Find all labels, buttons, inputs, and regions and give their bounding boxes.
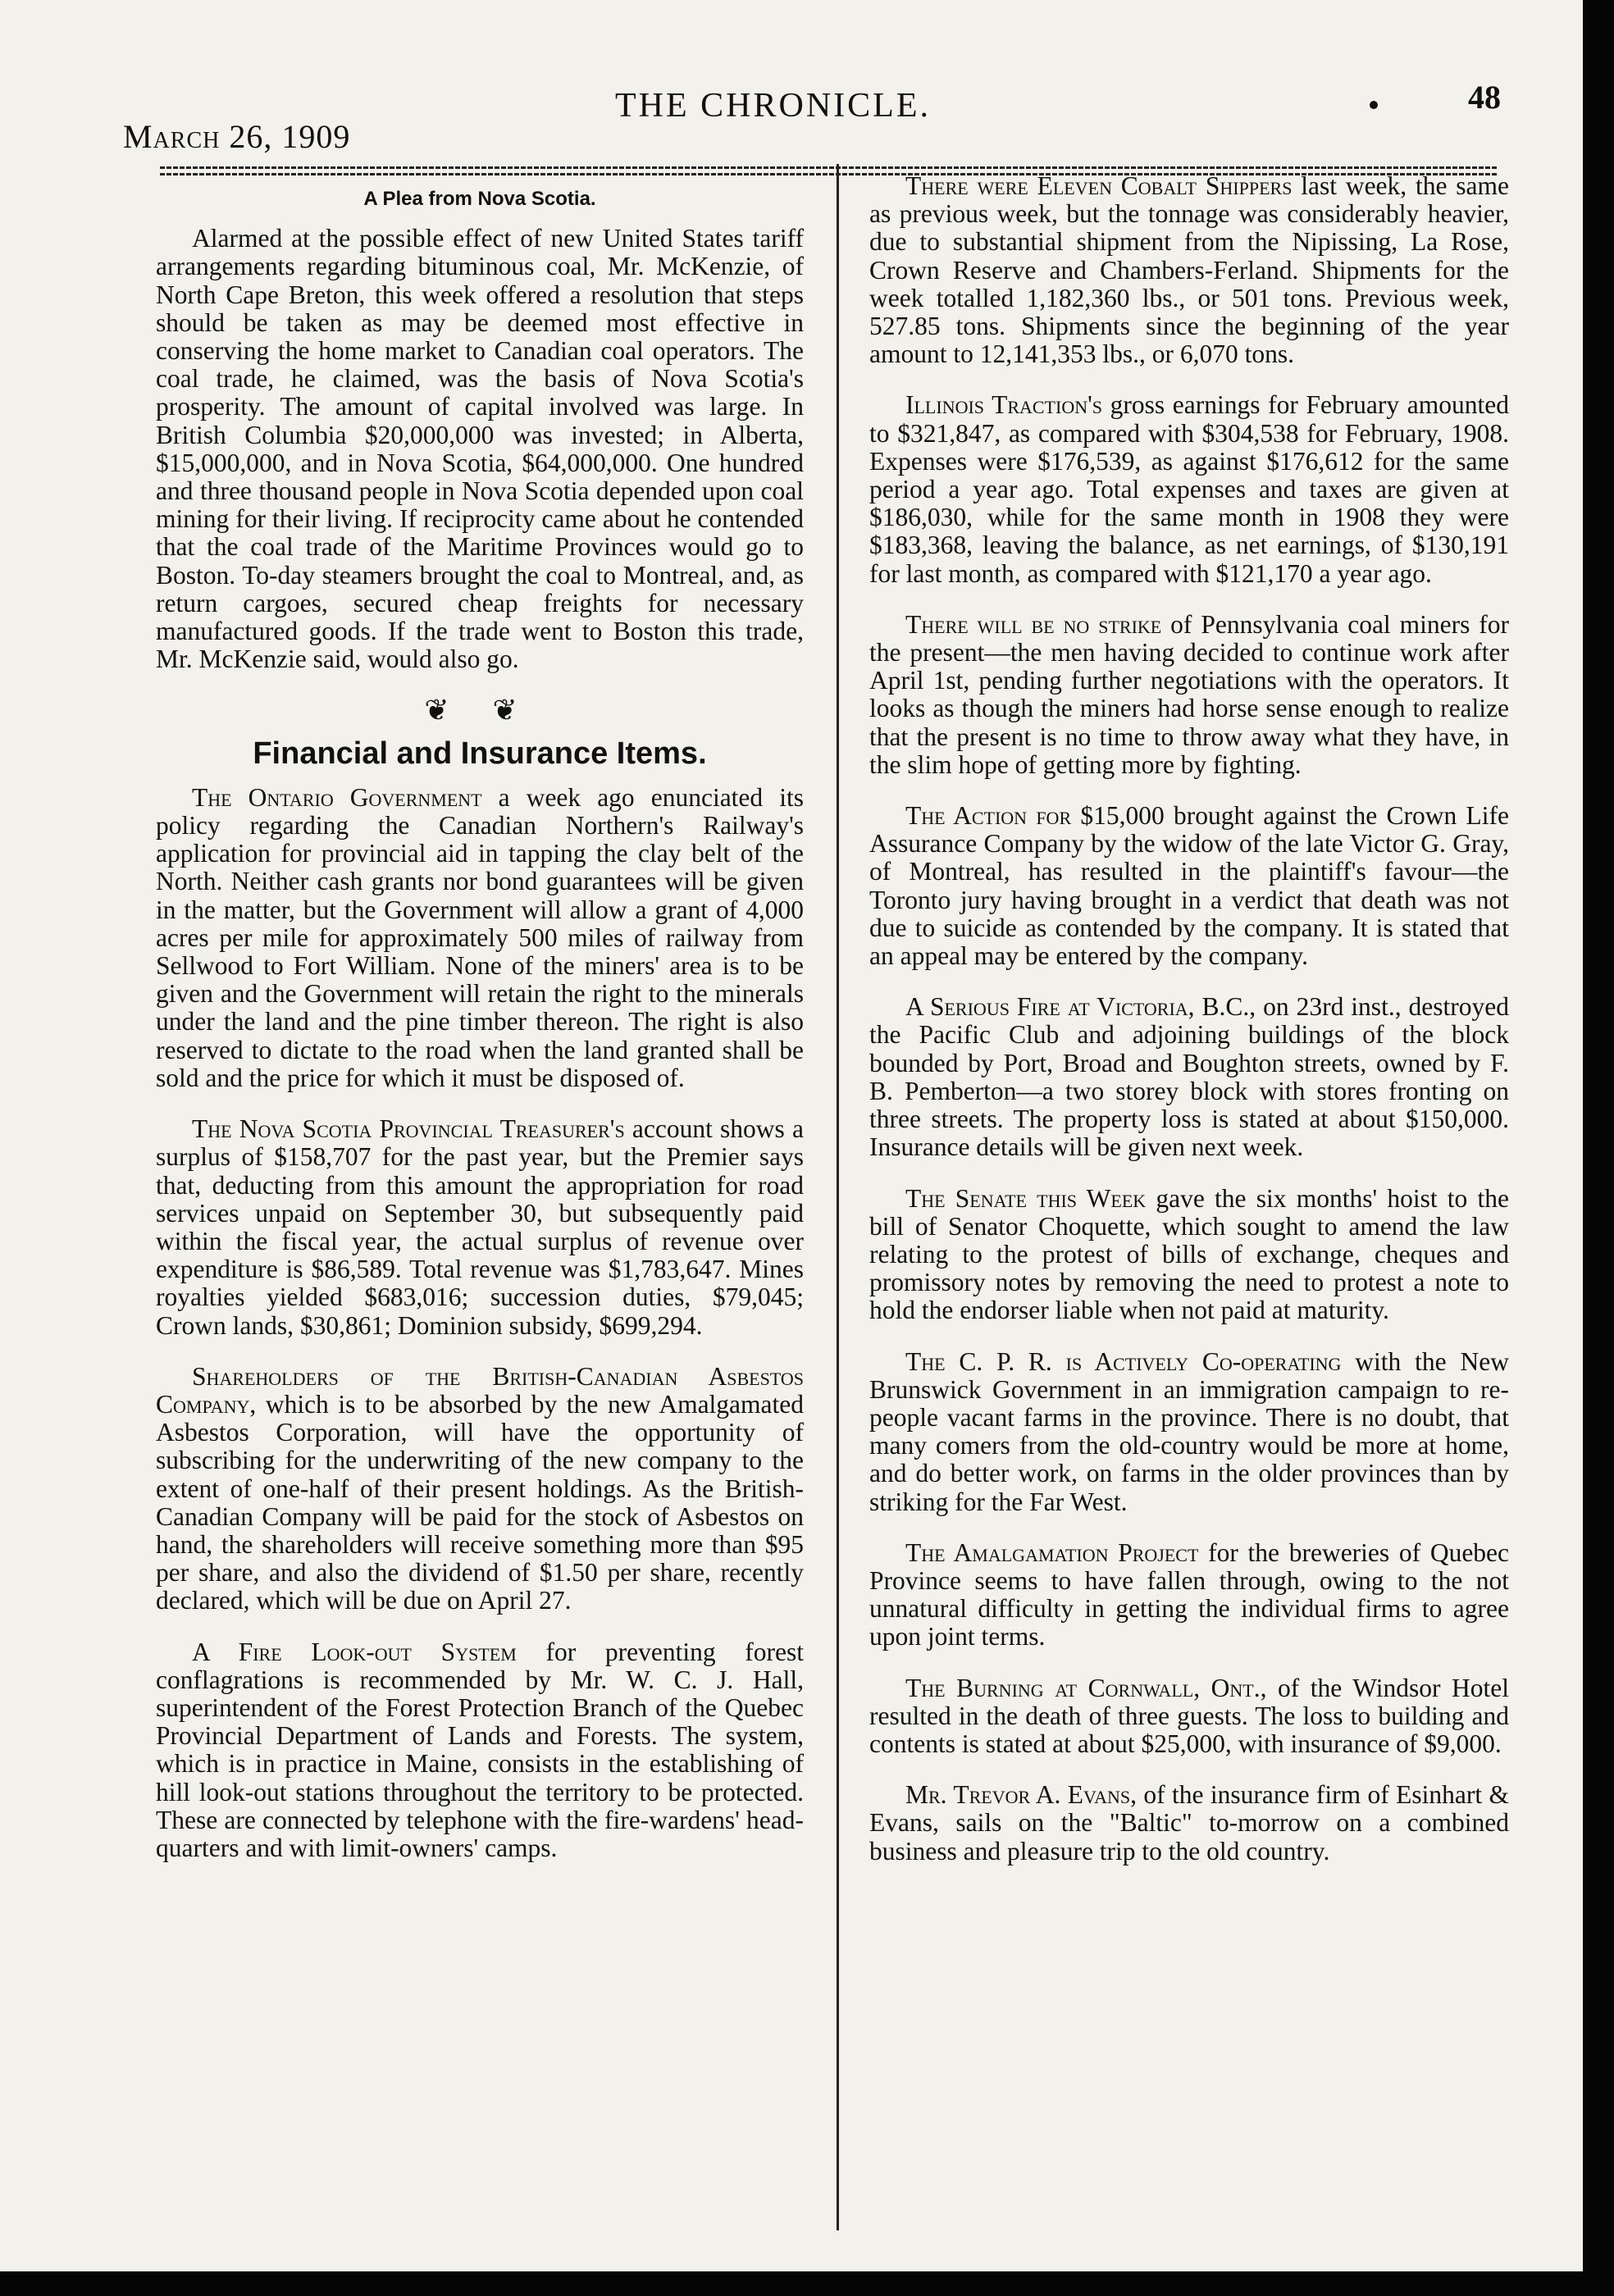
news-item <box>156 1363 804 1615</box>
item-body: for the breweries of Quebec Province seems to have fallen through, owing to the not unnatural difficulty in getting the individual firms to agree upon joint terms. <box>869 1538 1510 1651</box>
item-body: with the New Brunswick Government in an immigration campaign to re-people vacant farms in the province. There is no doubt, that many comers from the old-country would be more at home, and do better work, on farms in the older provinces than by striking for the Far West. <box>869 1346 1509 1516</box>
news-item <box>869 1539 1509 1651</box>
item-lead: There will be no strike <box>905 609 1162 639</box>
item-body: last week, the same as previous week, but the tonnage was considerably heavier, due to substantial shipment from the Nipissing, La Rose, Crown Reserve and Chambers-Ferland. Shipments for the week totalled 1,182,360 lbs., or 501 tons. Previous week, 527.85 tons. Shipments since the beginning of the year amount to 12,141,353 lbs., or 6,070 tons. <box>869 171 1509 369</box>
item-body: of the Windsor Hotel resulted in the death of three guests. The loss to building and contents is stated at about $25,000, with insurance of $9,000. <box>869 1673 1509 1758</box>
issue-date: March 26, 1909 <box>123 118 351 155</box>
column-divider <box>837 164 839 2230</box>
section-heading: Financial and Insurance Items. <box>253 736 707 771</box>
item-lead: Mr. Trevor A. Evans, <box>905 1780 1137 1810</box>
item-lead: The Action for $15,000 <box>905 801 1165 831</box>
news-item <box>869 802 1509 970</box>
item-body: for preventing forest conflagrations is recommended by Mr. W. C. J. Hall, superintendent of the Forest Protection Branch of the Quebec Provincial Department of Lands and Forests. The system, which is in practice in Maine, consists in the establishing of hill look-out stations throughout the territory to be protected. These are connected by telephone with the fire-wardens' head-quarters and with limit-owners' camps. <box>156 1637 804 1862</box>
item-lead: The Ontario Government <box>192 782 482 812</box>
section-ornament: ❦ ❦ <box>424 694 536 727</box>
news-item <box>156 1115 804 1340</box>
item-lead: Illinois Traction's <box>905 390 1103 420</box>
item-lead: The Amalgamation Project <box>905 1538 1199 1567</box>
news-item <box>156 1638 804 1863</box>
item-lead: The C. P. R. is Actively Co-operating <box>905 1346 1342 1376</box>
item-lead: The Burning at Cornwall, Ont., <box>905 1673 1267 1702</box>
item-body: a week ago enunciated its policy regarding the Canadian Northern's Railway's application for provincial aid in tapping the clay belt of the North. Neither cash grants nor bond guarantees will be given in the matter, but the Government will allow a grant of 4,000 acres per mile for approximately 500 miles of railway from Sellwood to Fort William. None of the miners' area is to be given and the Government will retain the right to the minerals under the land and the pine timber thereon. The right is also reserved to dictate to the road when the land granted shall be sold and the price for which it must be disposed of. <box>156 782 804 1092</box>
news-item <box>156 784 804 1092</box>
news-item <box>869 172 1509 368</box>
scan-edge-bottom <box>0 2271 1614 2296</box>
plea-paragraph: Alarmed at the possible effect of new United States tariff arrangements regarding bituminous coal, Mr. McKenzie, of North Cape Breton, this week offered a resolution that steps should be taken as may be deemed most effective in conserving the home market to Canadian coal operators. The coal trade, he claimed, was the basis of Nova Scotia's prosperity. The amount of capital involved was large. In British Columbia $20,000,000 was invested; in Alberta, $15,000,000, and in Nova Scotia, $64,000,000. One hundred and three thousand people in Nova Scotia depended upon coal mining for their living. If reciprocity came about he contended that the coal trade of the Maritime Provinces would go to Boston. To-day steamers brought the coal to Montreal, and, as return cargoes, secured cheap freights for necessary manufactured goods. If the trade went to Boston this trade, Mr. McKenzie said, would also go. <box>156 224 804 674</box>
news-item <box>869 1674 1509 1759</box>
right-column <box>869 172 1509 1888</box>
item-body: gross earnings for February amounted to $321,847, as compared with $304,538 for February, 1908. Expenses were $176,539, as against $176,612 for the same period a year ago. Total expenses and taxes are given at $186,030, while for the same month in 1908 they were $183,368, leaving the balance, as net earnings, of $130,191 for last month, as compared with $121,170 a year ago. <box>869 390 1509 588</box>
publication-title: THE CHRONICLE. <box>615 87 931 125</box>
item-lead: The Senate this Week <box>905 1183 1147 1213</box>
item-lead: The Nova Scotia Provincial Treasurer's <box>192 1114 625 1144</box>
plea-heading: A Plea from Nova Scotia. <box>363 188 596 210</box>
header-rule-top <box>160 166 1497 169</box>
scan-edge-right <box>1583 0 1614 2296</box>
news-item <box>869 391 1509 587</box>
item-body: gave the six months' hoist to the bill of Senator Choquette, which sought to amend the law relating to the protest of bills of exchange, cheques and promissory notes by removing the need to protest a note to hold the endorser liable when not paid at maturity. <box>869 1183 1509 1325</box>
item-lead: A Fire Look-out System <box>192 1637 517 1666</box>
news-item <box>869 1185 1509 1325</box>
news-item <box>869 1781 1509 1866</box>
news-item <box>869 611 1509 779</box>
item-lead: Shareholders of the British-Canadian Asbestos Company, <box>156 1361 804 1419</box>
item-body: of Pennsylvania coal miners for the present—the men having decided to continue work after April 1st, pending further negotiations with the operators. It looks as though the miners had horse sense enough to realize that the present is no time to throw away what they have, in the slim hope of getting more by fighting. <box>869 609 1509 779</box>
item-lead: There were Eleven Cobalt Shippers <box>905 171 1293 200</box>
item-body: of the insurance firm of Esinhart & Evans, sails on the "Baltic" to-morrow on a combined business and pleasure trip to the old country. <box>869 1780 1510 1866</box>
news-item <box>869 993 1509 1161</box>
page-header <box>123 78 1501 155</box>
ink-dot-mark <box>1370 101 1378 109</box>
item-lead: A Serious Fire at Victoria, B.C., <box>905 992 1256 1022</box>
page-number: 48 <box>1468 79 1501 116</box>
item-body: brought against the Crown Life Assurance Company by the widow of the late Victor G. Gray, of Montreal, has resulted in the plaintiff's favour—the Toronto jury having brought in a verdict that death was not due to suicide as contended by the company. It is stated that an appeal may be entered by the company. <box>869 801 1509 971</box>
item-body: on 23rd inst., destroyed the Pacific Club and adjoining buildings of the block bounded by Port, Broad and Boughton streets, owned by F. B. Pemberton—a two storey block with stores fronting on three streets. The property loss is stated at about $150,000. Insurance details will be given next week. <box>869 992 1509 1162</box>
left-column <box>156 172 804 1885</box>
news-item <box>869 1348 1509 1516</box>
item-body: account shows a surplus of $158,707 for the past year, but the Premier says that, deducting from this amount the appropriation for road services unpaid on September 30, but subsequently paid within the fiscal year, the actual surplus of revenue over expenditure is $86,589. Total revenue was $1,783,647. Mines royalties yielded $683,016; succession duties, $79,045; Crown lands, $30,861; Dominion subsidy, $699,294. <box>156 1114 804 1340</box>
item-body: which is to be absorbed by the new Amalgamated Asbestos Corporation, will have the opportunity of subscribing for the underwriting of the new company to the extent of one-half of their present holdings. As the British-Canadian Company will be paid for the stock of Asbestos on hand, the shareholders will receive something more than $95 per share, and also the dividend of $1.50 per share, recently declared, which will be due on April 27. <box>156 1389 804 1615</box>
